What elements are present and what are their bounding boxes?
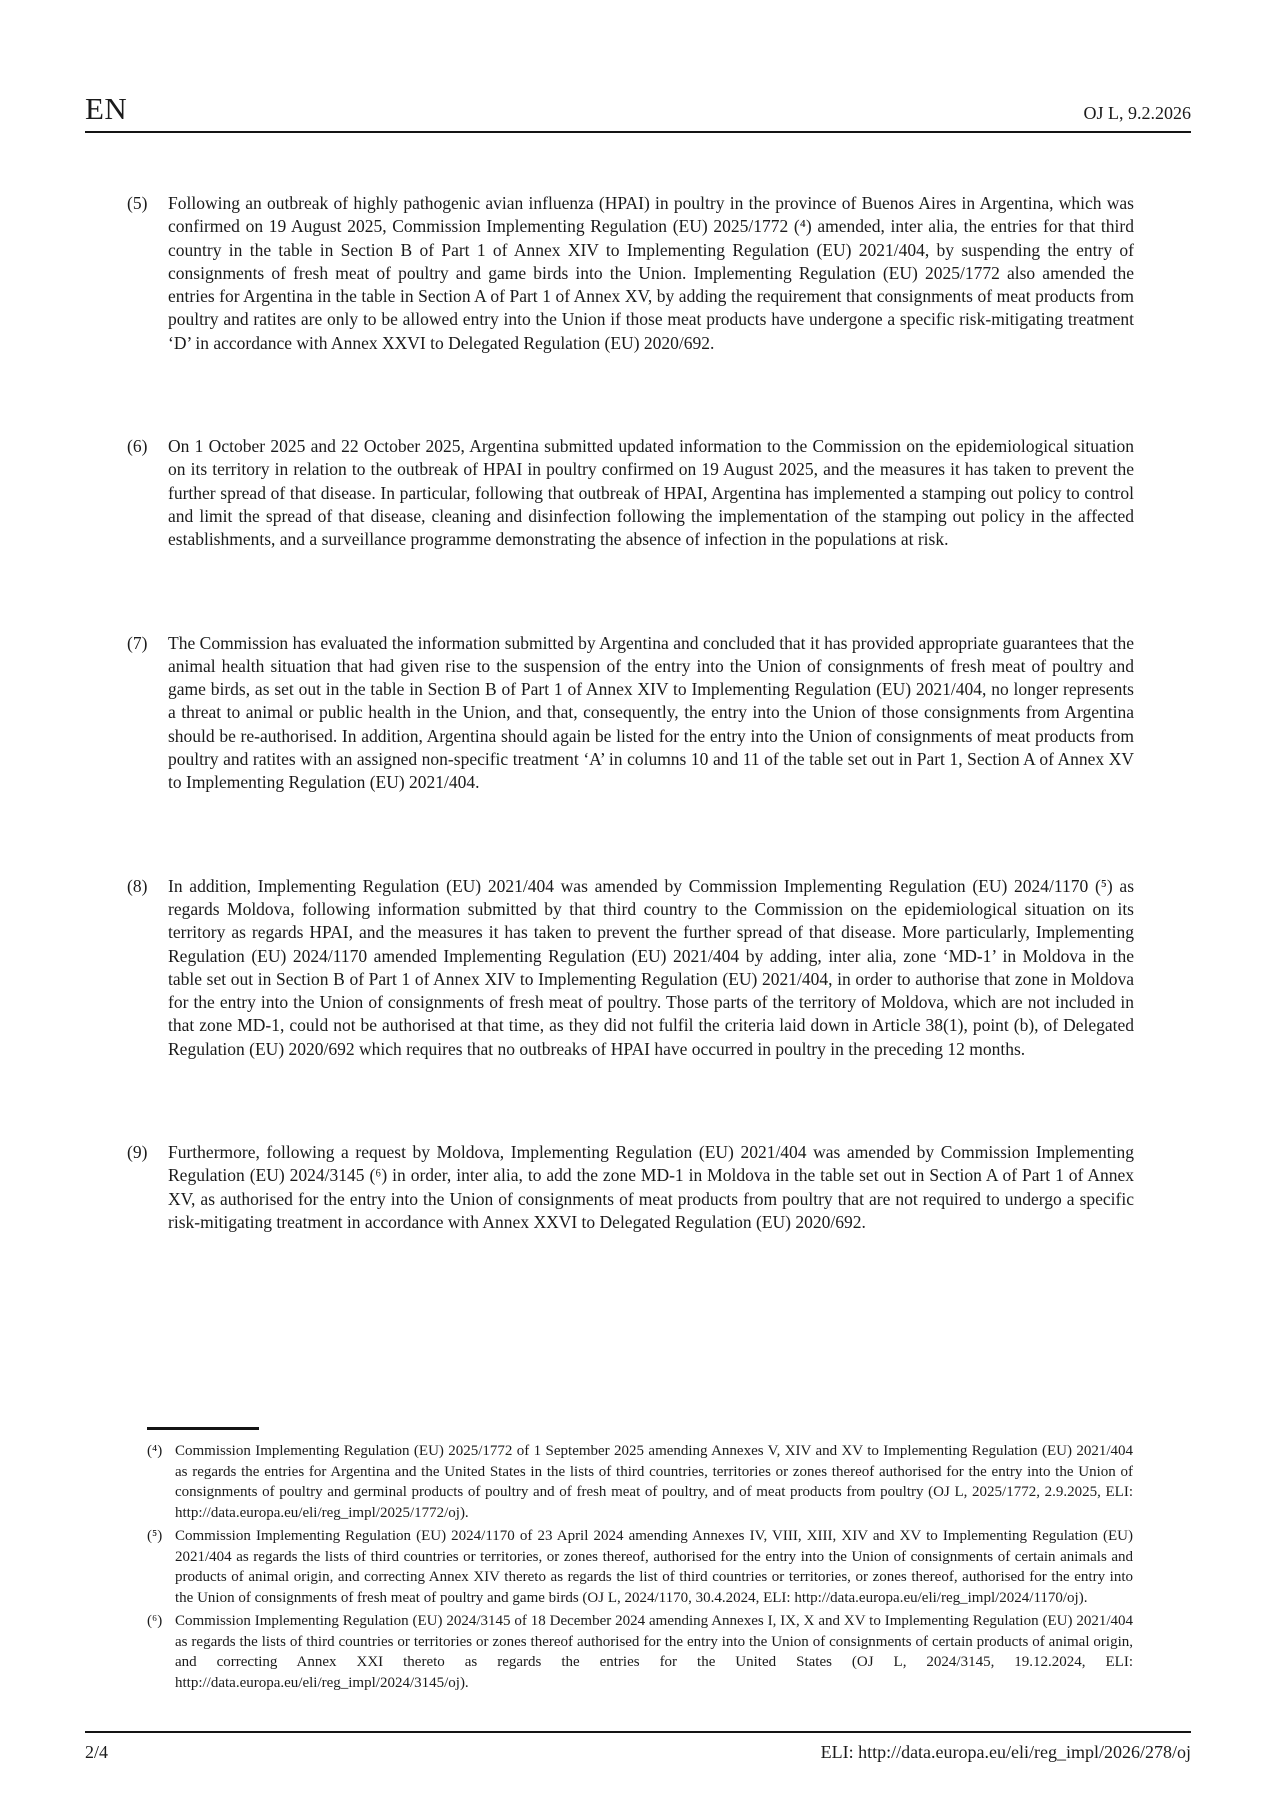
- recital-number: (7): [127, 632, 148, 653]
- footnotes-section: [85, 1441, 1191, 1696]
- footnote-5: [85, 1526, 1191, 1608]
- journal-reference: OJ L, 9.2.2026: [1083, 103, 1191, 124]
- footnote-6: [85, 1611, 1191, 1693]
- recital-text: Furthermore, following a request by Moldova, Implementing Regulation (EU) 2021/404 was amended by Commission Implementing Regulation (EU) 2024/3145 (⁶) in order, inter alia, to add the zone MD-1 in Moldova in the table set out in Section A of Part 1 of Annex XV, as authorised for the entry into the Union of consignments of meat products from poultry that are not required to undergo a specific risk-mitigating treatment in accordance with Annex XXVI to Delegated Regulation (EU) 2020/692.: [168, 1142, 1134, 1232]
- recital-text: Following an outbreak of highly pathogenic avian influenza (HPAI) in poultry in the province of Buenos Aires in Argentina, which was confirmed on 19 August 2025, Commission Implementing Regulation (EU) 2025/1772 (⁴) amended, inter alia, the entries for that third country in the table in Section B of Part 1 of Annex XIV to Implementing Regulation (EU) 2021/404, by suspending the entry of consignments of fresh meat of poultry and game birds into the Union. Implementing Regulation (EU) 2025/1772 also amended the entries for Argentina in the table in Section A of Part 1 of Annex XV, by adding the requirement that consignments of meat products from poultry and ratites are only to be allowed entry into the Union if those meat products have undergone a specific risk-mitigating treatment ‘D’ in accordance with Annex XXVI to Delegated Regulation (EU) 2020/692.: [168, 193, 1134, 353]
- page-number: 2/4: [85, 1742, 109, 1762]
- footnote-marker: (⁵): [147, 1528, 163, 1544]
- language-code: EN: [85, 91, 128, 126]
- recital-number: (9): [127, 1142, 148, 1163]
- recital-9: [85, 1141, 1191, 1234]
- footnote-4: [85, 1441, 1191, 1523]
- eli-reference: ELI: http://data.europa.eu/eli/reg_impl/2026/278/oj: [820, 1742, 1191, 1762]
- recital-7: [85, 632, 1191, 795]
- recital-text: The Commission has evaluated the information submitted by Argentina and concluded that it has provided appropriate guarantees that the animal health situation that had given rise to the suspension of the entry into the Union of consignments of fresh meat of poultry and game birds, as set out in the table in Section B of Part 1 of Annex XIV to Implementing Regulation (EU) 2021/404, no longer represents a threat to animal or public health in the Union, and that, consequently, the entry into the Union of those consignments from Argentina should be re-authorised. In addition, Argentina should again be listed for the entry into the Union of consignments of meat products from poultry and ratites with an assigned non-specific treatment ‘A’ in columns 10 and 11 of the table set out in Part 1, Section A of Annex XV to Implementing Regulation (EU) 2021/404.: [168, 632, 1134, 793]
- footnote-separator-rule: [147, 1427, 259, 1430]
- footnote-text: Commission Implementing Regulation (EU) 2024/3145 of 18 December 2024 amending Annexes I, IX, X and XV to Implementing Regulation (EU) 2021/404 as regards the lists of third countries or territories or zones thereof authorised for the entry into the Union of consignments of certain products of animal origin, and correcting Annex XXI thereto as regards the entries for the United States (OJ L, 2024/3145, 19.12.2024, ELI: http://data.europa.eu/eli/reg_impl/2024/3145/oj).: [175, 1613, 1133, 1691]
- recitals-section: [85, 192, 1191, 1314]
- recital-number: (5): [127, 193, 148, 213]
- page-footer: [85, 1731, 1191, 1764]
- recital-8: [85, 875, 1191, 1061]
- recital-6: [85, 435, 1191, 551]
- recital-5: [85, 192, 1191, 355]
- footnote-marker: (⁶): [147, 1613, 163, 1629]
- footnote-text: Commission Implementing Regulation (EU) 2025/1772 of 1 September 2025 amending Annexes V, XIV and XV to Implementing Regulation (EU) 2021/404 as regards the entries for Argentina and the United States in the lists of third countries, territories or zones thereof authorised for the entry into the Union of consignments of poultry and germinal products of poultry and of fresh meat of poultry, and of meat products from poultry (OJ L, 2025/1772, 2.9.2025, ELI: http://data.europa.eu/eli/reg_impl/2025/1772/oj).: [175, 1443, 1133, 1521]
- recital-text: On 1 October 2025 and 22 October 2025, Argentina submitted updated information to the Commission on the epidemiological situation on its territory in relation to the outbreak of HPAI in poultry confirmed on 19 August 2025, and the measures it has taken to prevent the further spread of that disease. In particular, following that outbreak of HPAI, Argentina has implemented a stamping out policy to control and limit the spread of that disease, cleaning and disinfection following the implementation of the stamping out policy in the affected establishments, and a surveillance programme demonstrating the absence of infection in the populations at risk.: [168, 436, 1134, 550]
- recital-number: (8): [127, 875, 148, 896]
- footnote-marker: (⁴): [147, 1443, 163, 1459]
- recital-text: In addition, Implementing Regulation (EU) 2021/404 was amended by Commission Implementing Regulation (EU) 2024/1170 (⁵) as regards Moldova, following information submitted by that third country to the Commission on the epidemiological situation on its territory as regards HPAI, and the measures it has taken to prevent the further spread of that disease. More particularly, Implementing Regulation (EU) 2024/1170 amended Implementing Regulation (EU) 2021/404 by adding, inter alia, zone ‘MD-1’ in Moldova in the table set out in Section B of Part 1 of Annex XIV to Implementing Regulation (EU) 2021/404, in order to authorise that zone in Moldova for the entry into the Union of consignments of fresh meat of poultry. Those parts of the territory of Moldova, which are not included in that zone MD-1, could not be authorised at that time, as they did not fulfil the criteria laid down in Article 38(1), point (b), of Delegated Regulation (EU) 2020/692 which requires that no outbreaks of HPAI have occurred in poultry in the preceding 12 months.: [168, 875, 1134, 1059]
- recital-number: (6): [127, 436, 148, 457]
- footnote-text: Commission Implementing Regulation (EU) 2024/1170 of 23 April 2024 amending Annexes IV, VIII, XIII, XIV and XV to Implementing Regulation (EU) 2021/404 as regards the lists of third countries or territories, or zones thereof, authorised for the entry into the Union of consignments of certain animals and products of animal origin, and correcting Annex XIV thereto as regards the list of third countries or territories, or zones thereof, authorised for the entry into the Union of consignments of fresh meat of poultry and game birds (OJ L, 2024/1170, 30.4.2024, ELI: http://data.europa.eu/eli/reg_impl/2024/1170/oj).: [175, 1528, 1133, 1606]
- page-header: [85, 0, 1191, 133]
